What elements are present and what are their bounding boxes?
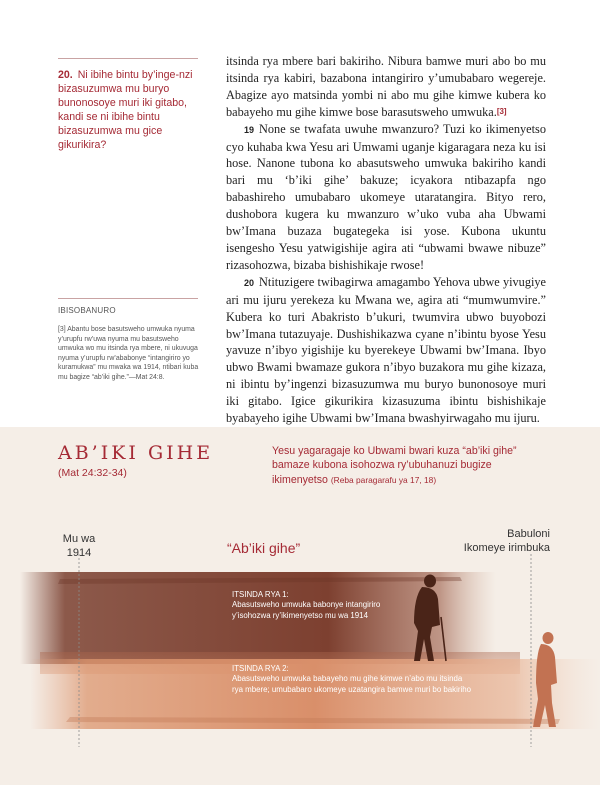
paragraph-text: None se twafata uwuhe mwanzuro? Tuzi ko ikimenyetso cyo kuhaba kwa Yesu ari Umwami uganje kigaragara neza ku isi hose. Nanone tubona ko abasutsweho umwuka bakiriho kandi bari mu ‘b’iki gihe’ bakuze; icyakora ntibazapfa ngo babashireho umubabaro ukomeye utaratangira. Bityo rero, dushobora kugera ku mwanzuro w’uko vuba aha Ubwami bw’Imana buzaza bugategeka isi yose. Kubona ukuntu isengesho Yesu yatwigishije agira ati “ubwami bwawe nibuze” rizasohozwa, bizaba bishishikaje rwose!: [226, 121, 546, 272]
illustration-caption: [272, 444, 542, 487]
group-1-title: ITSINDA RYA 1:: [232, 590, 289, 599]
study-question: [58, 68, 204, 152]
paragraph-number: 19: [244, 124, 255, 135]
generation-label: “Ab’iki gihe”: [227, 540, 301, 556]
question-number: 20.: [58, 69, 73, 81]
group-2-description: [232, 664, 472, 695]
label-babylon: [430, 527, 550, 555]
group-1-text: Abasutsweho umwuka babonye intangiriro y’isohozwa ry’ikimenyetso mu wa 1914: [232, 600, 381, 620]
paragraph-continuation: [226, 53, 546, 121]
label-1914-line2: 1914: [66, 547, 92, 559]
footnote-text: [3] Abantu bose basutsweho umwuka nyuma y’urupfu rw’uwa nyuma mu basutsweho umwuka wo mu itsinda rya mbere, ni ukuvuga nyuma y’urupfu rw’ababonye “intangiriro yo kuramukwa” mu mwaka wa 1914, ntibari kuba mu bagize “ab’iki gihe.”—Mat 24:8.: [58, 326, 199, 381]
label-babylon-line2: Ikomeye irimbuka: [463, 542, 550, 554]
paragraph-19: [226, 121, 546, 274]
label-1914: [56, 532, 102, 560]
footnote-heading: IBISOBANURO: [58, 306, 116, 315]
footnote-top-rule: [58, 298, 198, 299]
paragraph-text: Ntituzigere twibagirwa amagambo Yehova ubwe yivugiye ari mu ijuru yerekeza ku Mwana we, agira ati “mumwumvire.” Kubera ko turi Abakristo b’ukuri, twumvira ubwo buyobozi bw’Imana tutazuyaje. Dushishikazwa cyane n’ibintu byose Yesu yavuze n’ibyo yigishije ku byerekeye Ubwami bw’Imana. Ibyo ubwo Bwami bwamaze gukora n’ibyo buzakora mu gihe kizaza, ni ibintu by’ingenzi bizasuzumwa mu buryo bunonosoye muri iki gitabo. Igice gikurikira kizasuzuma ibintu bishishikaje byabayeho igihe Ubwami bw’Imana bwashyirwagaho mu ijuru.: [226, 274, 546, 426]
article-body: [226, 53, 546, 427]
caption-paragraph-ref: (Reba paragarafu ya 17, 18): [330, 474, 437, 485]
group-2-text: Abasutsweho umwuka babayeho mu gihe kimwe n’abo mu itsinda rya mbere; umubabaro ukomeye uzatangira bamwe muri bo bakiriho: [232, 674, 472, 694]
question-text: Ni ibihe bintu by’inge-nzi bizasuzumwa mu buryo bunonosoye muri iki gitabo, kandi se ni ibihe bintu bizasuzumwa mu gice gikurikira?: [58, 69, 193, 151]
sidebar-top-rule: [58, 58, 198, 59]
continuation-text: itsinda rya mbere bari bakiriho. Nibura bamwe muri abo bo mu itsinda rya kabiri, bazabona intangiriro y’umubabaro wegereje. Abagize ayo matsinda yombi ni abo mu gihe kimwe kubera ko babayeho mu gihe kimwe bose barasutsweho umwuka.: [226, 54, 546, 119]
illustration-title: AB’IKI GIHE: [58, 442, 214, 464]
group-1-description: [232, 590, 392, 621]
footnote-reference-link[interactable]: [3]: [496, 106, 507, 116]
group-2-title: ITSINDA RYA 2:: [232, 664, 289, 673]
paragraph-number: 20: [244, 277, 255, 288]
scripture-reference: (Mat 24:32-34): [58, 467, 127, 479]
label-1914-line1: Mu wa: [62, 533, 96, 545]
label-babylon-line1: Babuloni: [507, 528, 550, 540]
paragraph-20: [226, 274, 546, 427]
caption-text: Yesu yagaragaje ko Ubwami bwari kuza “ab’iki gihe” bamaze kubona isohozwa ry’ubuhanuzi bugize ikimenyetso: [272, 445, 517, 486]
